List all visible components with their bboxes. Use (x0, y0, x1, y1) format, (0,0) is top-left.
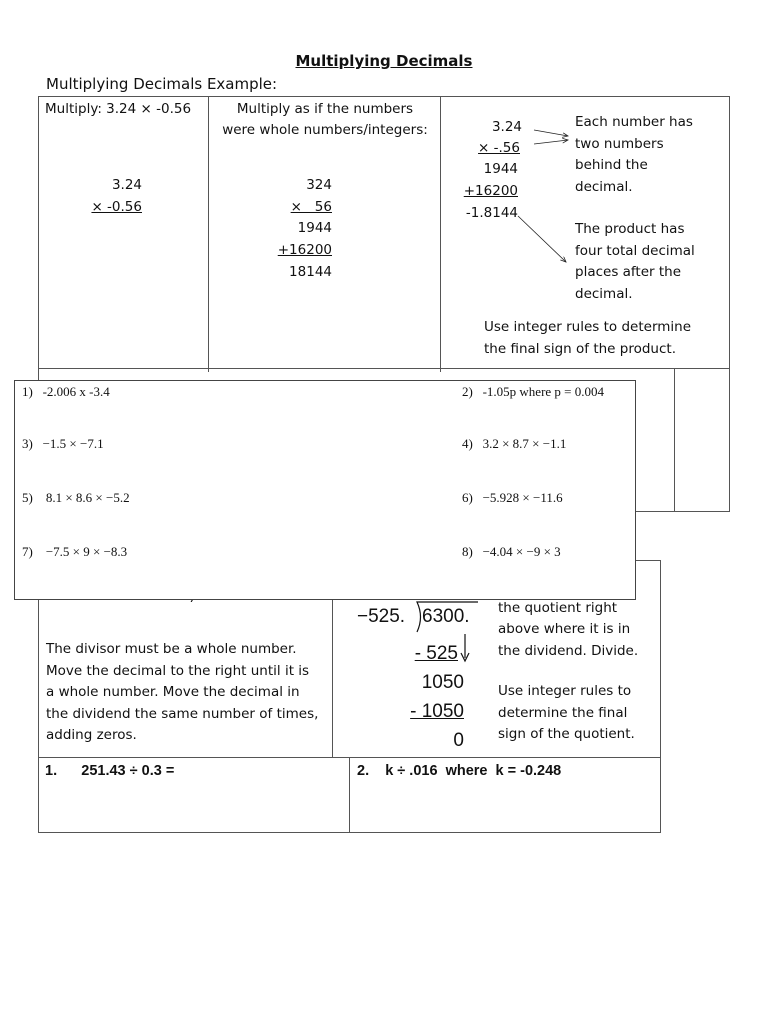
problem-text: −7.5 × 9 × −8.3 (45, 544, 128, 559)
col2-work-line: 324 (306, 177, 332, 193)
col3-note (575, 112, 693, 198)
col2-header: were whole numbers/integers: (222, 122, 428, 138)
problem-item (22, 544, 127, 560)
problem-number: 6) (462, 490, 473, 505)
page-title: Multiplying Decimals (295, 52, 473, 70)
problem-number: 5) (22, 490, 33, 505)
col3-work-line: 3.24 (491, 119, 522, 135)
col3-work-line: 1944 (483, 161, 518, 177)
practice-question-2: 2. k ÷ .016 where k = -0.248 (357, 763, 562, 779)
note-line: the final sign of the product. (484, 340, 676, 357)
divisor: −525. (357, 606, 406, 627)
problem-item (22, 436, 104, 452)
note-line: places after the (575, 264, 682, 280)
note-line: above where it is in (498, 621, 631, 637)
practice-question-1: 1. 251.43 ÷ 0.3 = (45, 763, 175, 779)
col1-line: × -0.56 (91, 199, 142, 215)
note-line: determine the final (498, 704, 628, 721)
note-line: the dividend. Divide. (498, 642, 639, 659)
problem-item (462, 436, 566, 452)
col3-work-line: +16200 (463, 183, 518, 199)
division-bracket (412, 600, 482, 634)
col2-work-line: × 56 (290, 199, 332, 215)
note-line: decimal. (575, 285, 633, 302)
problem-item (22, 490, 130, 506)
note-line: Use integer rules to determine (484, 319, 692, 335)
problem-number: 4) (462, 436, 473, 451)
table-divider (38, 368, 730, 369)
problem-item (22, 384, 110, 400)
problem-number: 2) (462, 384, 473, 399)
col2-work-line: 18144 (289, 264, 332, 280)
division-explain (46, 639, 318, 747)
problem-number: 7) (22, 544, 33, 559)
problem-number: 3) (22, 436, 33, 451)
division-step: 0 (453, 730, 464, 751)
problem-number: 8) (462, 544, 473, 559)
division-note (498, 681, 635, 746)
table-divider (674, 368, 675, 512)
note-line: behind the (575, 157, 648, 173)
explain-line: The divisor must be a whole number. (46, 641, 297, 657)
explain-line: adding zeros. (46, 727, 137, 743)
note-line: the quotient right (498, 599, 618, 616)
problem-text: −5.928 × −11.6 (482, 490, 563, 505)
dividend: 6300. (422, 606, 470, 627)
problem-number: 1) (22, 384, 33, 399)
note-line: Use integer rules to (498, 683, 632, 699)
note-line: sign of the quotient. (498, 726, 635, 742)
col2-work-line: 1944 (297, 220, 332, 236)
explain-line: a whole number. Move the decimal in (46, 684, 300, 700)
col2-header: Multiply as if the numbers (236, 101, 414, 117)
col1-line: 3.24 (111, 177, 142, 193)
note-line: decimal. (575, 178, 633, 195)
explain-line: the dividend the same number of times, (46, 705, 319, 722)
problem-text: 8.1 × 8.6 × −5.2 (45, 490, 130, 505)
division-step: - 1050 (410, 701, 464, 722)
problem-item (462, 384, 604, 400)
table-divider (349, 757, 350, 833)
col2-work-line: +16200 (277, 242, 332, 258)
col3-note (484, 317, 691, 360)
division-step: - 525 (414, 643, 458, 664)
problem-text: -1.05p where p = 0.004 (482, 384, 605, 399)
col3-work-line: -1.8144 (465, 205, 518, 221)
problem-text: −1.5 × −7.1 (42, 436, 104, 451)
problem-item (462, 544, 561, 560)
table-divider (208, 96, 209, 372)
problem-text: −4.04 × −9 × 3 (482, 544, 561, 559)
note-line: The product has (575, 221, 685, 237)
section-heading: Multiplying Decimals Example: (46, 75, 278, 93)
problem-text: 3.2 × 8.7 × −1.1 (482, 436, 567, 451)
note-line: Each number has (575, 114, 693, 130)
col1-header: Multiply: 3.24 × -0.56 (45, 101, 192, 117)
explain-line: Move the decimal to the right until it is (46, 662, 310, 679)
problem-item (462, 490, 563, 506)
note-line: two numbers (575, 135, 664, 152)
col3-work-line: × -.56 (478, 140, 520, 156)
division-step: 1050 (421, 672, 464, 693)
bring-down-arrow (460, 632, 472, 664)
note-line: four total decimal (575, 242, 695, 259)
col3-note (575, 219, 695, 305)
problem-text: -2.006 x -3.4 (42, 384, 110, 399)
